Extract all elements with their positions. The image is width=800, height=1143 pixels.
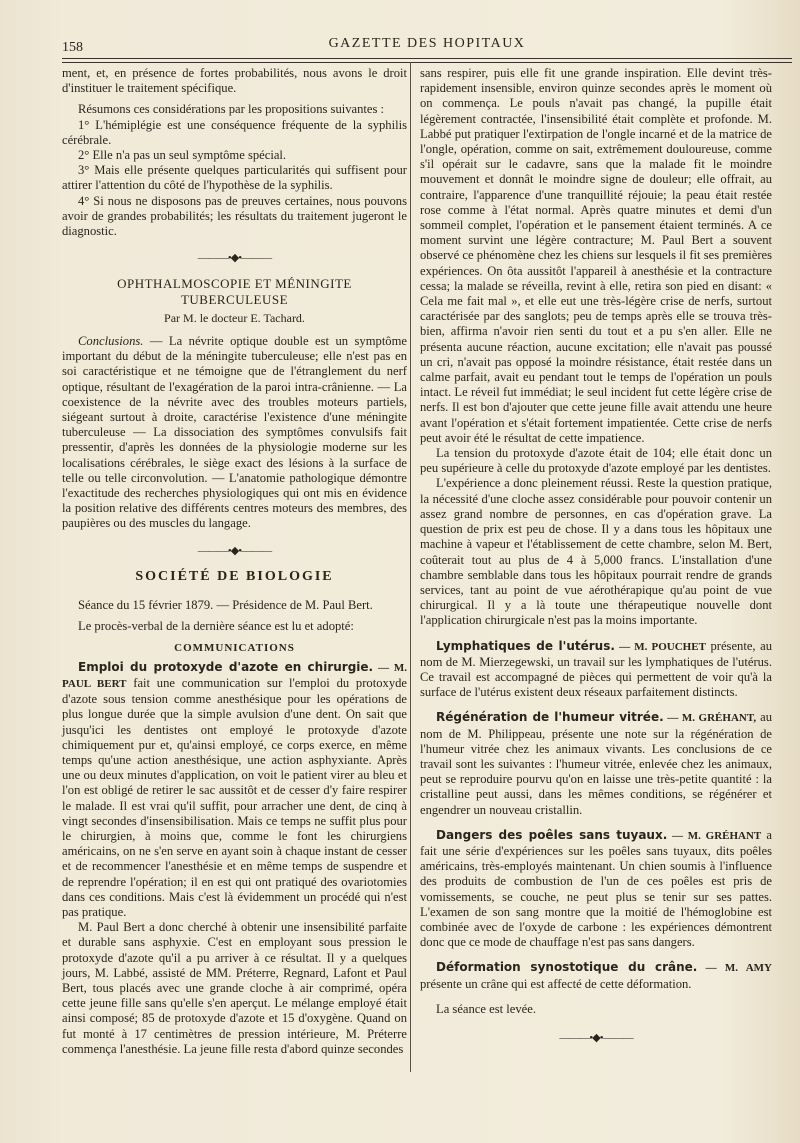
regen-author: — M. GRÉHANT, <box>663 712 757 725</box>
deform-paragraph <box>420 960 772 991</box>
poeles-paragraph <box>420 828 772 951</box>
society-title: SOCIÉTÉ DE BIOLOGIE <box>135 568 334 584</box>
proposition-4: 4° Si nous ne disposons pas de preuves certaines, nous pouvons avoir de grandes probabilités; les résultats du traitement jugeront le diagnostic. <box>62 193 407 239</box>
lymph-heading: Lymphatiques de l'utérus. <box>436 638 615 653</box>
regen-paragraph <box>420 710 772 817</box>
continuation-paragraph: ment, et, en présence de fortes probabilités, nous avons le droit d'instituer le traitement spécifique. <box>62 66 407 96</box>
emploi-heading: Emploi du protoxyde d'azote en chirurgie. <box>78 659 374 674</box>
lymph-text: présente, au nom de M. Mierzegewski, un travail sur les lymphatiques de l'utérus. Ce travail est accompagné de pièces qui permettent de voir qu'à la surface de l'utérus existent deux réseaux parfaitement distincts. <box>420 638 772 700</box>
deform-text: présente un crâne qui est affecté de cette déformation. <box>420 976 692 991</box>
conclusions-text: — La névrite optique double est un symptôme important du début de la méningite tuberculeuse; elle n'est pas en soi caractéristique et ne témoigne que de l'étranglement du nerf optique, résultant de l'exagération de la paroi intra-crânienne. — La coexistence de la névrite avec des troubles moteurs partiels, siégeant surtout à droite, caractérise l'existence d'une méningite tuberculeuse — La dissociation des symptômes convulsifs fait pressentir, d'après les données de la physiologie moderne sur les localisations cérébrales, le siège exact des lésions à la surface de telle ou telle circonvolution. — L'anatomie pathologique démontre l'exactitude des recherches physiologiques qui ont mis en évidence la position relative des différents centres moteurs des membres, des paupières ou des muscles du langage. <box>62 334 407 531</box>
tension-paragraph: La tension du protoxyde d'azote était de 104; elle était donc un peu supérieure à celle du protoxyde d'azote employé par les dentistes. <box>420 446 772 476</box>
page-header <box>62 36 792 58</box>
regen-heading: Régénération de l'humeur vitrée. <box>436 710 664 725</box>
deform-author: — M. AMY <box>697 962 772 975</box>
poeles-text: a fait une série d'expériences sur les poêles sans tuyaux, dits poêles américains, très-employés maintenant. Un chien soumis à l'influence des produits de combustion de l'un de ces poêles est pris de vomissements, se couche, ne peut plus se tenir sur ses pattes. L'examen de son sang montre que la moitié de l'hémoglobine est combinée avec de l'oxyde de carbone : les expériences démontrent donc que ce mode de chauffage n'est pas sans dangers. <box>420 827 772 950</box>
poeles-author: — M. GRÉHANT <box>667 829 762 842</box>
lymph-paragraph <box>420 639 772 701</box>
minutes-line: Le procès-verbal de la dernière séance est lu et adopté: <box>78 619 354 634</box>
emploi-paragraph <box>62 660 407 920</box>
article-byline: Par M. le docteur E. Tachard. <box>164 310 305 325</box>
emploi-author: — M. PAUL BERT <box>62 661 407 690</box>
experience-paragraph: L'expérience a donc pleinement réussi. Reste la question pratique, la nécessité d'une cloche assez considérable pour pouvoir contenir un assez grand nombre de personnes, en cas d'opération grave. La question de prix est peu de chose. Il y a dans tous les hôpitaux une machine à vapeur et l'établissement de cette chambre, selon M. Bert, coûterait tout au plus de 4 à 5,000 francs. L'installation d'une chambre semblable dans tous les hôpitaux pourrait rendre de grands services, tant au point de vue aérothérapique qu'au point de vue chirurgical. Il y a là toute une thérapeutique nouvelle dont l'application chirurgicale n'est pas la moins importante. <box>420 476 772 628</box>
right-column <box>420 66 772 1056</box>
conclusions-paragraph <box>62 334 407 532</box>
ornament-divider: ———•◆•——— <box>197 252 272 265</box>
closing-line: La séance est levée. <box>436 1001 536 1016</box>
ornament-divider: ———•◆•——— <box>197 544 272 557</box>
column-divider <box>410 62 411 1072</box>
lymph-author: — M. POUCHET <box>614 640 706 653</box>
proposition-1: 1° L'hémiplégie est une conséquence fréquente de la syphilis cérébrale. <box>62 117 407 147</box>
summary-intro: Résumons ces considérations par les propositions suivantes : <box>78 102 385 117</box>
poeles-heading: Dangers des poêles sans tuyaux. <box>436 827 668 842</box>
header-rule <box>62 58 792 63</box>
session-line: Séance du 15 février 1879. — Présidence de M. Paul Bert. <box>78 598 373 613</box>
deform-heading: Déformation synostotique du crâne. <box>436 960 698 975</box>
bert-paragraph: M. Paul Bert a donc cherché à obtenir une insensibilité parfaite et durable sans asphyxie. C'est en employant sous pression le protoxyde d'azote qu'il a pu arriver à ce résultat. Il y a quelques jours, M. Labbé, assisté de MM. Préterre, Regnard, Lafont et Paul Bert, tous placés avec une grande cloche à air comprimé, opéra cette jeune fille sans qu'elle s'en aperçut. Le mélange employé était ainsi composé; 85 de protoxyde d'azote et 15 d'oxygène. Quand on fut monté à 17 centimètres de pression intérieure, M. Préterre commença l'anesthésie. La jeune fille resta d'abord quinze secondes <box>62 920 407 1056</box>
emploi-text: fait une communication sur l'emploi du protoxyde d'azote sous tension comme anesthésique pour les opérations de plus longue durée que la simple avulsion d'une dent. On sait que jusqu'ici les dentistes ont employé le protoxyde d'azote chimiquement pur et, qu'ainsi employé, ce corps exerce, en même temps qu'une action anesthésique, une action asphyxiante. Après une ou deux minutes d'application, on voit le patient virer au bleu et l'on est obligé de retirer le sac aussitôt et de cesser d'y faire respirer le malade. Il est vrai qu'il suffit, pour arracher une dent, de cinq à vingt secondes d'insensibilisation. Mais ce temps ne suffit plus pour le chirurgien, à moins que, comme le font les chirurgiens américains, on ne s'en serve en ayant soin à chaque instant de cesser et de recommencer l'anesthésie et en même temps de suspendre et de reprendre l'opération; il en est qui ont pratiqué des ovariotomies dans ces conditions. Mais c'est là évidemment un procédé qui n'est pas pratique. <box>62 675 407 919</box>
proposition-2: 2° Elle n'a pas un seul symptôme spécial. <box>78 148 287 163</box>
article-title: OPHTHALMOSCOPIE ET MÉNINGITE TUBERCULEUSE <box>117 276 352 307</box>
ornament-divider: ———•◆•——— <box>559 1031 633 1044</box>
journal-title: GAZETTE DES HOPITAUX <box>328 36 526 51</box>
communications-heading: COMMUNICATIONS <box>174 641 295 654</box>
conclusions-label: Conclusions. <box>78 334 144 349</box>
page-number: 158 <box>62 40 83 55</box>
proposition-3: 3° Mais elle présente quelques particularités qui suffisent pour attirer l'attention du côté de l'hypothèse de la syphilis. <box>62 163 407 193</box>
operation-paragraph: sans respirer, puis elle fit une grande inspiration. Elle devint très-rapidement insensible, environ quinze secondes après le moment où on commença. Le pouls n'avait pas changé, la pupille était légèrement contractée, l'insensibilité était complète et profonde. M. Labbé put pratiquer l'extirpation de l'ongle incarné et de la matrice de l'ongle, opération, comme on sait, extrêmement douloureuse, comme s'il opérait sur le cadavre, sans que la malade fit le moindre mouvement et donnât le moindre signe de douleur; elle offrait, au contraire, l'apparence d'une tranquillité réjouie; la peau était restée rose comme à l'état normal. Après quatre minutes et demi d'un sommeil complet, l'opération et le pansement étaient terminés. A ce moment survint une légère contracture; M. Paul Bert a souvent observé ce phénomène chez les chiens sur lesquels il fit ses premières expériences. On ôta aussitôt l'appareil à anesthésie et la contracture cessa; la malade se réveilla, revint à elle, retira son pied en disant: « Cela me fait mal », et elle eut une très-légère crise de nerfs, surtout caractérisée par des sanglots; peu de temps après elle se trouva très-bien, affirma n'avoir rien senti du tout et a pu s'en aller. Elle ne présenta aucune réaction, aucune excitation; elle n'avait pas poussé un cri, n'avait pas opposé la moindre résistance, était restée dans un calme parfait, avait eu pendant tout le temps de l'opération un pouls intact. Le réveil fut immédiat; le seul incident fut cette légère crise de nerfs. Il est bon d'ajouter que cette jeune fille avait attendu une heure avant l'opération et s'était fortement impatientée. Cette crise de nerfs peut avoir été le résultat de cette impatience. <box>420 66 772 445</box>
regen-text: au nom de M. Philippeau, présente une note sur la régénération de l'humeur vitrée chez les animaux vivants. Les conclusions de ce travail sont les suivantes : l'humeur vitrée, enlevée chez les animaux, peut se reproduire pourvu qu'on en laisse une très-petite quantité : la cristalline peut aussi, dans les mêmes conditions, se régénérer et engendrer un nouveau cristallin. <box>420 710 772 817</box>
left-column <box>62 66 407 1057</box>
